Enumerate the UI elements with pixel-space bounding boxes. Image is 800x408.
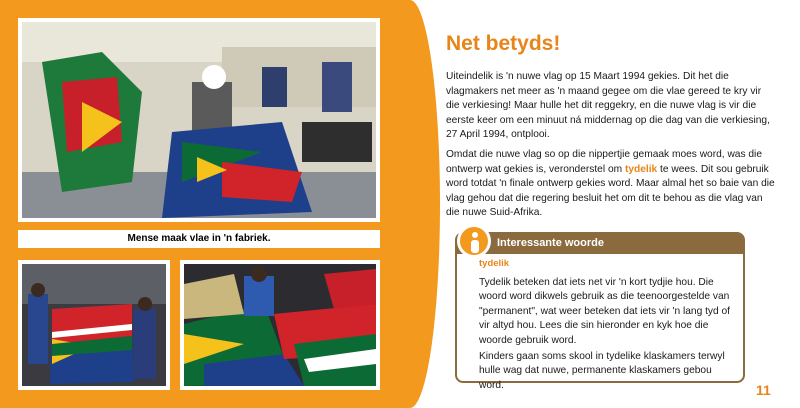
- box-header: [457, 234, 743, 254]
- box-heading: Interessante woorde: [497, 237, 604, 249]
- paragraph-2-end: te wees. Dit sou gebruik word totdat 'n finale ontwerp gekies word. Maar almal het so baie van die vlag gehou dat die regering besluit het om dit te behou as die vlag van die nuwe Suid-Afrika.: [446, 163, 775, 219]
- paragraph-1: Uiteindelik is 'n nuwe vlag op 15 Maart 1994 gekies. Dit het die vlagmakers net meer as 'n maand gegee om die vlae gereed te kry vir die verkiesing! Maar hulle het dit reggekry, en die nuwe vlag is vir die eerste keer om een minuut ná middernag op die dag van die verkiesing, 27 April 1994, ontplooi.: [446, 71, 770, 141]
- factory-photo-main-image: [22, 22, 376, 218]
- factory-photo-bottom-left-image: [22, 264, 166, 386]
- factory-photo-bottom-right-image: [184, 264, 376, 386]
- box-example: Kinders gaan soms skool in tydelike klaskamers terwyl hulle wag dat nuwe, permanente klaskamers gebou word.: [479, 351, 725, 391]
- factory-photo-bottom-right: [180, 260, 380, 390]
- info-icon: [457, 224, 491, 258]
- highlighted-word: tydelik: [624, 163, 658, 175]
- box-definition: Tydelik beteken dat iets net vir 'n kort tydjie hou. Die woord word dikwels gebruik as die teenoorgestelde van "permanent", wat weer beteken dat iets vir 'n lang tyd of vir altyd hou. Lees die sin hieronder en kyk hoe die woorde gebruik word.: [479, 277, 730, 346]
- factory-photo-bottom-left: [18, 260, 170, 390]
- paragraph-2: [446, 148, 776, 221]
- box-term: tydelik: [479, 258, 510, 269]
- interesting-words-box: [455, 232, 745, 391]
- page-number: 11: [756, 382, 771, 398]
- paragraph-2-start: Omdat die nuwe vlag so op die nippertjie gemaak moes word, was die ontwerp wat gekies is, veronderstel om: [446, 149, 762, 175]
- factory-photo-main: [18, 18, 380, 222]
- page-title: Net betyds!: [446, 32, 561, 55]
- photo-caption: Mense maak vlae in 'n fabriek.: [18, 230, 380, 248]
